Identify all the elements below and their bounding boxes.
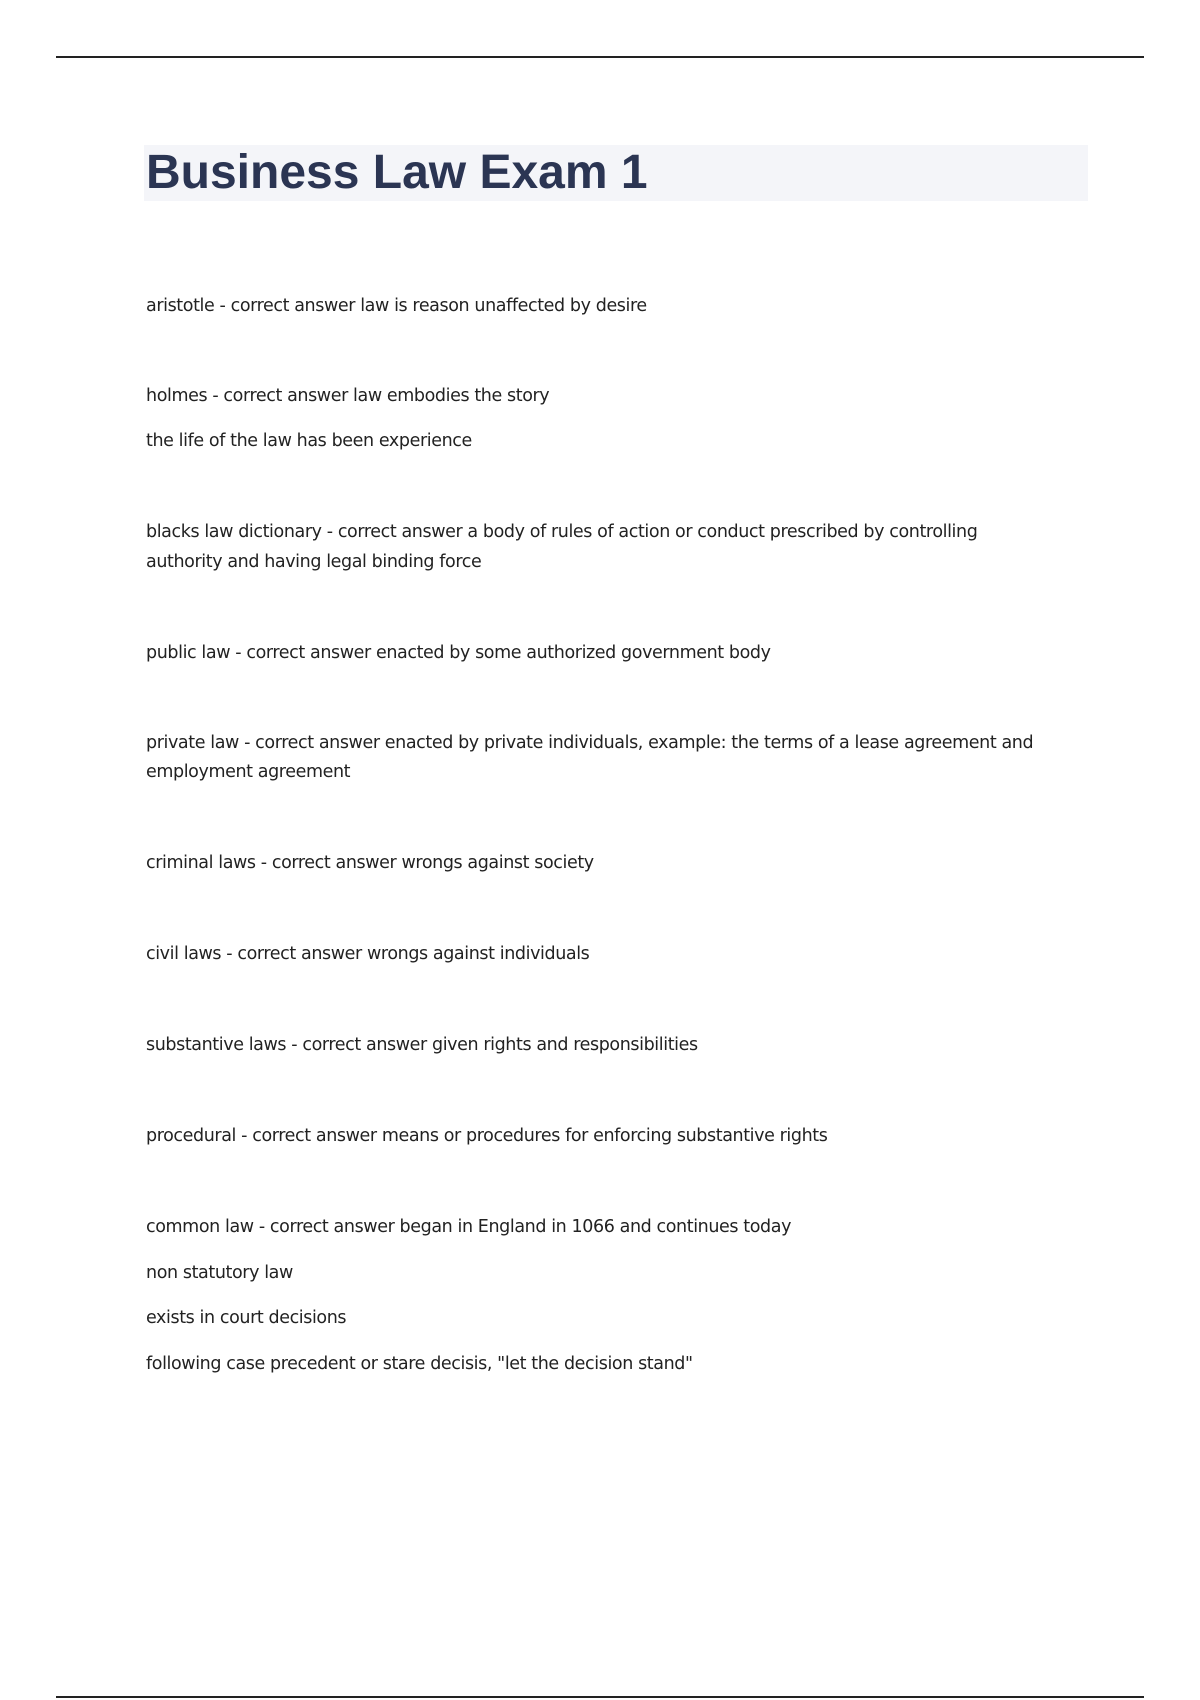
entry-line: aristotle - correct answer law is reason unaffected by desire — [146, 296, 647, 316]
entry-line: employment agreement — [146, 762, 351, 782]
entry-line: the life of the law has been experience — [146, 431, 472, 451]
entry-line: following case precedent or stare decisis, "let the decision stand" — [146, 1354, 693, 1374]
entry-line: procedural - correct answer means or procedures for enforcing substantive rights — [146, 1126, 828, 1146]
entry-line: exists in court decisions — [146, 1308, 347, 1328]
top-divider — [56, 56, 1144, 58]
entry-line: public law - correct answer enacted by some authorized government body — [146, 643, 771, 663]
entry-line: authority and having legal binding force — [146, 552, 482, 572]
entry-line: private law - correct answer enacted by private individuals, example: the terms of a lease agreement and — [146, 733, 1034, 753]
bottom-divider — [56, 1696, 1144, 1698]
entry-line: holmes - correct answer law embodies the story — [146, 386, 550, 406]
entry-line: common law - correct answer began in England in 1066 and continues today — [146, 1217, 792, 1237]
entry-line: criminal laws - correct answer wrongs against society — [146, 853, 594, 873]
entry-line: substantive laws - correct answer given rights and responsibilities — [146, 1035, 698, 1055]
entry-line: blacks law dictionary - correct answer a body of rules of action or conduct prescribed by controlling — [146, 522, 978, 542]
page-title: Business Law Exam 1 — [146, 146, 648, 199]
entry-line: civil laws - correct answer wrongs against individuals — [146, 944, 590, 964]
entry-line: non statutory law — [146, 1263, 293, 1283]
